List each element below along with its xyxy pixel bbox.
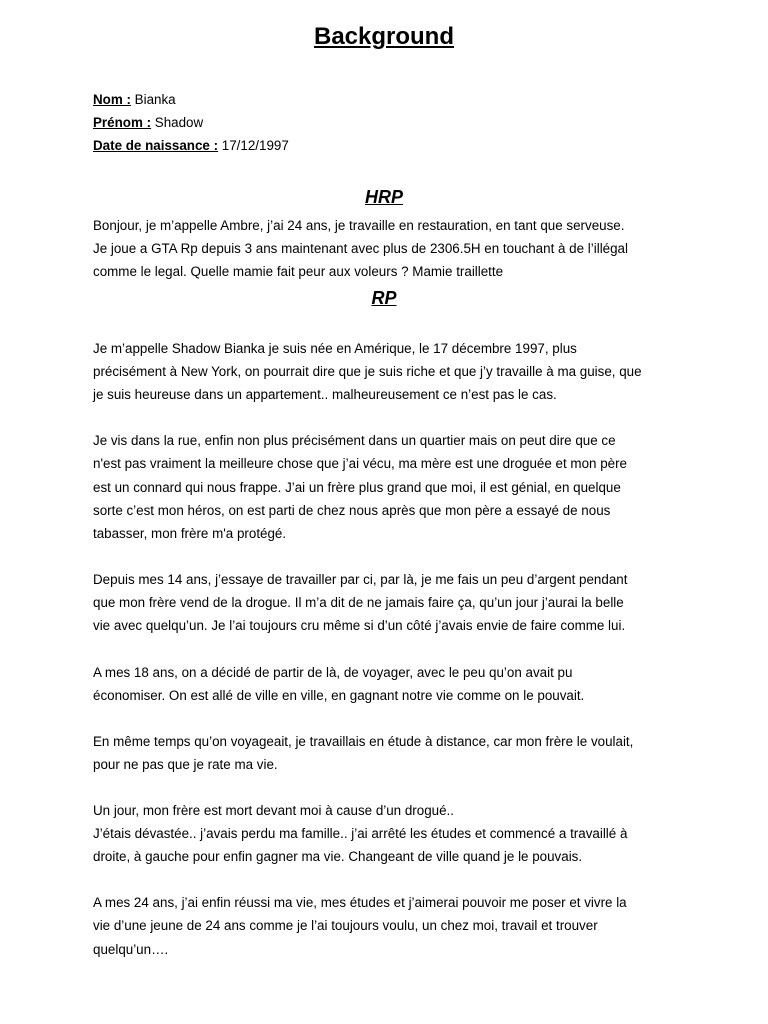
rp-line: sorte c’est mon héros, on est parti de chez nous après que mon père a essayé de nous xyxy=(93,503,611,518)
rp-line: est un connard qui nous frappe. J’ai un frère plus grand que moi, il est génial, en quelque xyxy=(93,480,621,495)
rp-heading: RP xyxy=(371,288,397,308)
rp-line: n'est pas vraiment la meilleure chose que j’ai vécu, ma mère est une droguée et mon père xyxy=(93,456,628,471)
rp-line: économiser. On est allé de ville en ville, en gagnant notre vie comme on le pouvait. xyxy=(93,688,585,703)
rp-line: que mon frère vend de la drogue. Il m’a dit de ne jamais faire ça, qu’un jour j’aurai la belle xyxy=(93,595,624,610)
field-value: Shadow xyxy=(151,115,204,130)
hrp-line: Je joue a GTA Rp depuis 3 ans maintenant avec plus de 2306.5H en touchant à de l’illégal xyxy=(93,241,628,256)
rp-line: quelqu’un…. xyxy=(93,942,169,957)
field-label: Prénom : xyxy=(93,115,152,130)
rp-line: Je vis dans la rue, enfin non plus précisément dans un quartier mais on peut dire que ce xyxy=(93,433,616,448)
field-value: Bianka xyxy=(130,92,176,107)
document-title: Background xyxy=(313,23,454,50)
rp-line: je suis heureuse dans un appartement.. malheureusement ce n’est pas le cas. xyxy=(93,387,557,402)
rp-line: J’étais dévastée.. j’avais perdu ma famille.. j’ai arrêté les études et commencé a travaillé à xyxy=(93,826,628,841)
hrp-line: Bonjour, je m’appelle Ambre, j’ai 24 ans, je travaille en restauration, en tant que serveuse. xyxy=(93,218,625,233)
rp-line: Depuis mes 14 ans, j’essaye de travailler par ci, par là, je me fais un peu d’argent pendant xyxy=(93,572,628,587)
rp-line: pour ne pas que je rate ma vie. xyxy=(93,757,278,772)
field-label: Date de naissance : xyxy=(93,138,219,153)
hrp-heading: HRP xyxy=(364,187,403,207)
rp-line: tabasser, mon frère m'a protégé. xyxy=(93,526,287,541)
field-value: 17/12/1997 xyxy=(218,138,289,153)
rp-line: Un jour, mon frère est mort devant moi à cause d’un drogué.. xyxy=(93,803,454,818)
field-label: Nom : xyxy=(93,92,131,107)
rp-line: A mes 24 ans, j’ai enfin réussi ma vie, mes études et j’aimerai pouvoir me poser et vivre la xyxy=(93,895,627,910)
field-prenom xyxy=(93,115,203,131)
rp-line: vie d’une jeune de 24 ans comme je l’ai toujours voulu, un chez moi, travail et trouver xyxy=(93,918,598,933)
rp-line: vie avec quelqu’un. Je l’ai toujours cru même si d’un côté j’avais envie de faire comme lui. xyxy=(93,618,626,633)
field-nom xyxy=(93,92,176,108)
rp-line: En même temps qu’on voyageait, je travaillais en étude à distance, car mon frère le voulait, xyxy=(93,734,634,749)
field-date-de-naissance xyxy=(93,138,289,154)
rp-line: précisément à New York, on pourrait dire que je suis riche et que j’y travaille à ma guise, que xyxy=(93,364,642,379)
rp-line: droite, à gauche pour enfin gagner ma vie. Changeant de ville quand je le pouvais. xyxy=(93,849,583,864)
hrp-line: comme le legal. Quelle mamie fait peur aux voleurs ? Mamie traillette xyxy=(93,264,504,279)
rp-line: Je m’appelle Shadow Bianka je suis née en Amérique, le 17 décembre 1997, plus xyxy=(93,341,577,356)
rp-line: A mes 18 ans, on a décidé de partir de là, de voyager, avec le peu qu’on avait pu xyxy=(93,665,573,680)
